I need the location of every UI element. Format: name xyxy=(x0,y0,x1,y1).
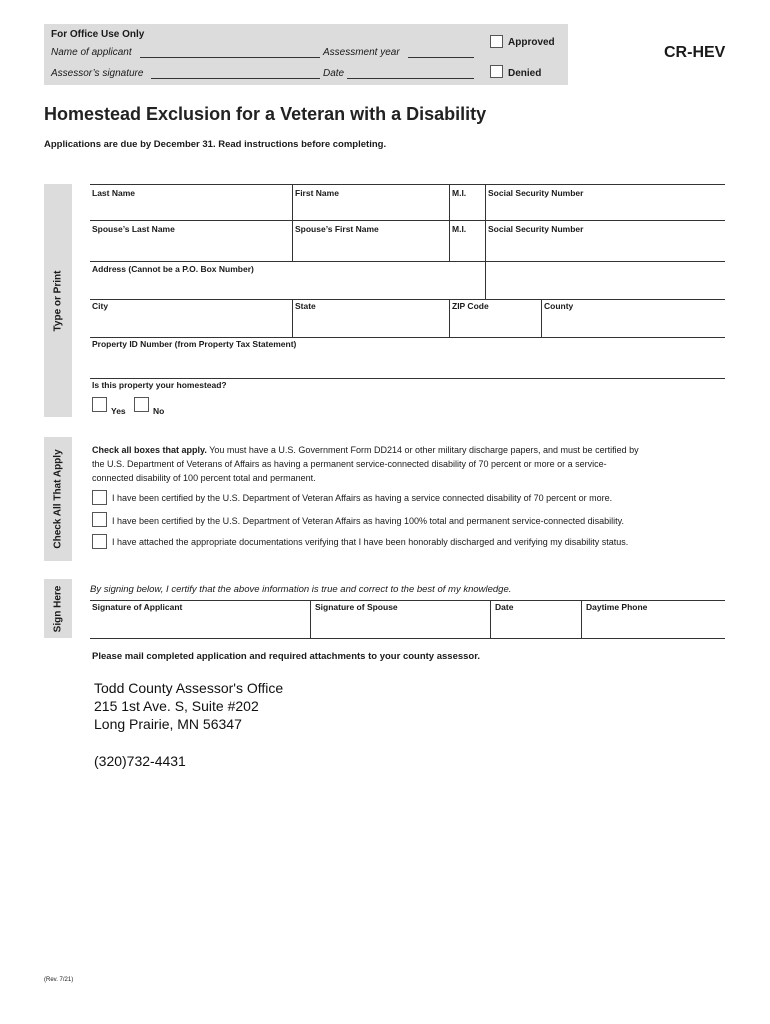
ssn-label: Social Security Number xyxy=(488,188,584,198)
sidebar-check-all xyxy=(44,437,72,561)
check-intro-line3: connected disability of 100 percent total and permanent. xyxy=(92,473,316,483)
divider xyxy=(490,600,491,638)
check-intro-bold: Check all boxes that apply. xyxy=(92,445,207,455)
sidebar-type-or-print xyxy=(44,184,72,417)
certify-statement: By signing below, I certify that the above information is true and correct to the best of my knowledge. xyxy=(90,584,512,595)
form-code: CR-HEV xyxy=(664,44,726,61)
divider xyxy=(541,299,542,337)
divider xyxy=(581,600,582,638)
option3-checkbox[interactable] xyxy=(92,534,107,549)
divider xyxy=(292,299,293,337)
mi-label: M.I. xyxy=(452,188,467,198)
homestead-no-checkbox[interactable] xyxy=(134,397,149,412)
name-of-applicant-label: Name of applicant xyxy=(51,47,132,58)
denied-label: Denied xyxy=(508,68,542,79)
check-intro xyxy=(92,443,732,485)
address-label: Address (Cannot be a P.O. Box Number) xyxy=(92,264,254,274)
office-use-box xyxy=(44,24,568,85)
spouse-last-name-label: Spouse’s Last Name xyxy=(92,224,175,234)
check-intro-line1: You must have a U.S. Government Form DD214 or other military discharge papers, and must be certified by xyxy=(209,445,639,455)
divider xyxy=(449,184,450,262)
sidebar-label-sign-here: Sign Here xyxy=(52,585,64,632)
denied-checkbox[interactable] xyxy=(490,65,503,78)
rule xyxy=(90,638,725,639)
homestead-yes-label: Yes xyxy=(111,406,126,416)
divider xyxy=(485,184,486,300)
office-date-line[interactable] xyxy=(347,78,474,79)
option2-label: I have been certified by the U.S. Department of Veteran Affairs as having 100% total and permanent service-connected disability. xyxy=(112,516,624,526)
page-title: Homestead Exclusion for a Veteran with a Disability xyxy=(44,104,487,124)
last-name-label: Last Name xyxy=(92,188,135,198)
state-label: State xyxy=(295,301,316,311)
divider xyxy=(449,299,450,337)
applicant-signature-label: Signature of Applicant xyxy=(92,602,183,612)
rule xyxy=(90,337,725,338)
office-date-label: Date xyxy=(323,68,345,79)
assessor-city: Long Prairie, MN 56347 xyxy=(94,716,242,732)
property-id-label: Property ID Number (from Property Tax Statement) xyxy=(92,339,297,349)
name-of-applicant-line[interactable] xyxy=(140,57,320,58)
sidebar-sign-here xyxy=(44,579,72,638)
rule xyxy=(90,261,725,262)
approved-checkbox[interactable] xyxy=(490,35,503,48)
city-label: City xyxy=(92,301,109,311)
assessment-year-line[interactable] xyxy=(408,57,474,58)
divider xyxy=(292,184,293,262)
assessor-office-name: Todd County Assessor's Office xyxy=(94,680,284,696)
homestead-question: Is this property your homestead? xyxy=(92,380,227,390)
page-subtitle: Applications are due by December 31. Read instructions before completing. xyxy=(44,139,387,150)
spouse-first-name-label: Spouse’s First Name xyxy=(295,224,379,234)
daytime-phone-label: Daytime Phone xyxy=(586,602,648,612)
rule xyxy=(90,600,725,601)
spouse-mi-label: M.I. xyxy=(452,224,467,234)
assessors-signature-line[interactable] xyxy=(151,78,320,79)
check-intro-line2: the U.S. Department of Veterans of Affairs as having a permanent service-connected disability of 70 percent or more or a service- xyxy=(92,459,607,469)
sign-date-label: Date xyxy=(495,602,514,612)
assessor-phone: (320)732-4431 xyxy=(94,753,186,769)
divider xyxy=(310,600,311,638)
zip-label: ZIP Code xyxy=(452,301,489,311)
office-use-heading: For Office Use Only xyxy=(51,29,145,40)
mail-note: Please mail completed application and required attachments to your county assessor. xyxy=(92,651,481,662)
rule xyxy=(90,378,725,379)
homestead-no-label: No xyxy=(153,406,165,416)
sidebar-label-check-all: Check All That Apply xyxy=(52,449,64,549)
assessors-signature-label: Assessor’s signature xyxy=(51,68,144,79)
assessor-street: 215 1st Ave. S, Suite #202 xyxy=(94,698,259,714)
rule xyxy=(90,220,725,221)
rule xyxy=(90,299,725,300)
option3-label: I have attached the appropriate documentations verifying that I have been honorably discharged and verifying my disability status. xyxy=(112,537,629,547)
option2-checkbox[interactable] xyxy=(92,512,107,527)
first-name-label: First Name xyxy=(295,188,339,198)
spouse-signature-label: Signature of Spouse xyxy=(315,602,398,612)
approved-label: Approved xyxy=(508,37,555,48)
sidebar-label-type-or-print: Type or Print xyxy=(52,270,64,331)
assessment-year-label: Assessment year xyxy=(323,47,400,58)
revision-note: (Rev. 7/21) xyxy=(44,977,74,983)
spouse-ssn-label: Social Security Number xyxy=(488,224,584,234)
county-label: County xyxy=(544,301,574,311)
homestead-yes-checkbox[interactable] xyxy=(92,397,107,412)
option1-checkbox[interactable] xyxy=(92,490,107,505)
rule xyxy=(90,184,725,185)
option1-label: I have been certified by the U.S. Department of Veteran Affairs as having a service connected disability of 70 percent or more. xyxy=(112,493,613,503)
